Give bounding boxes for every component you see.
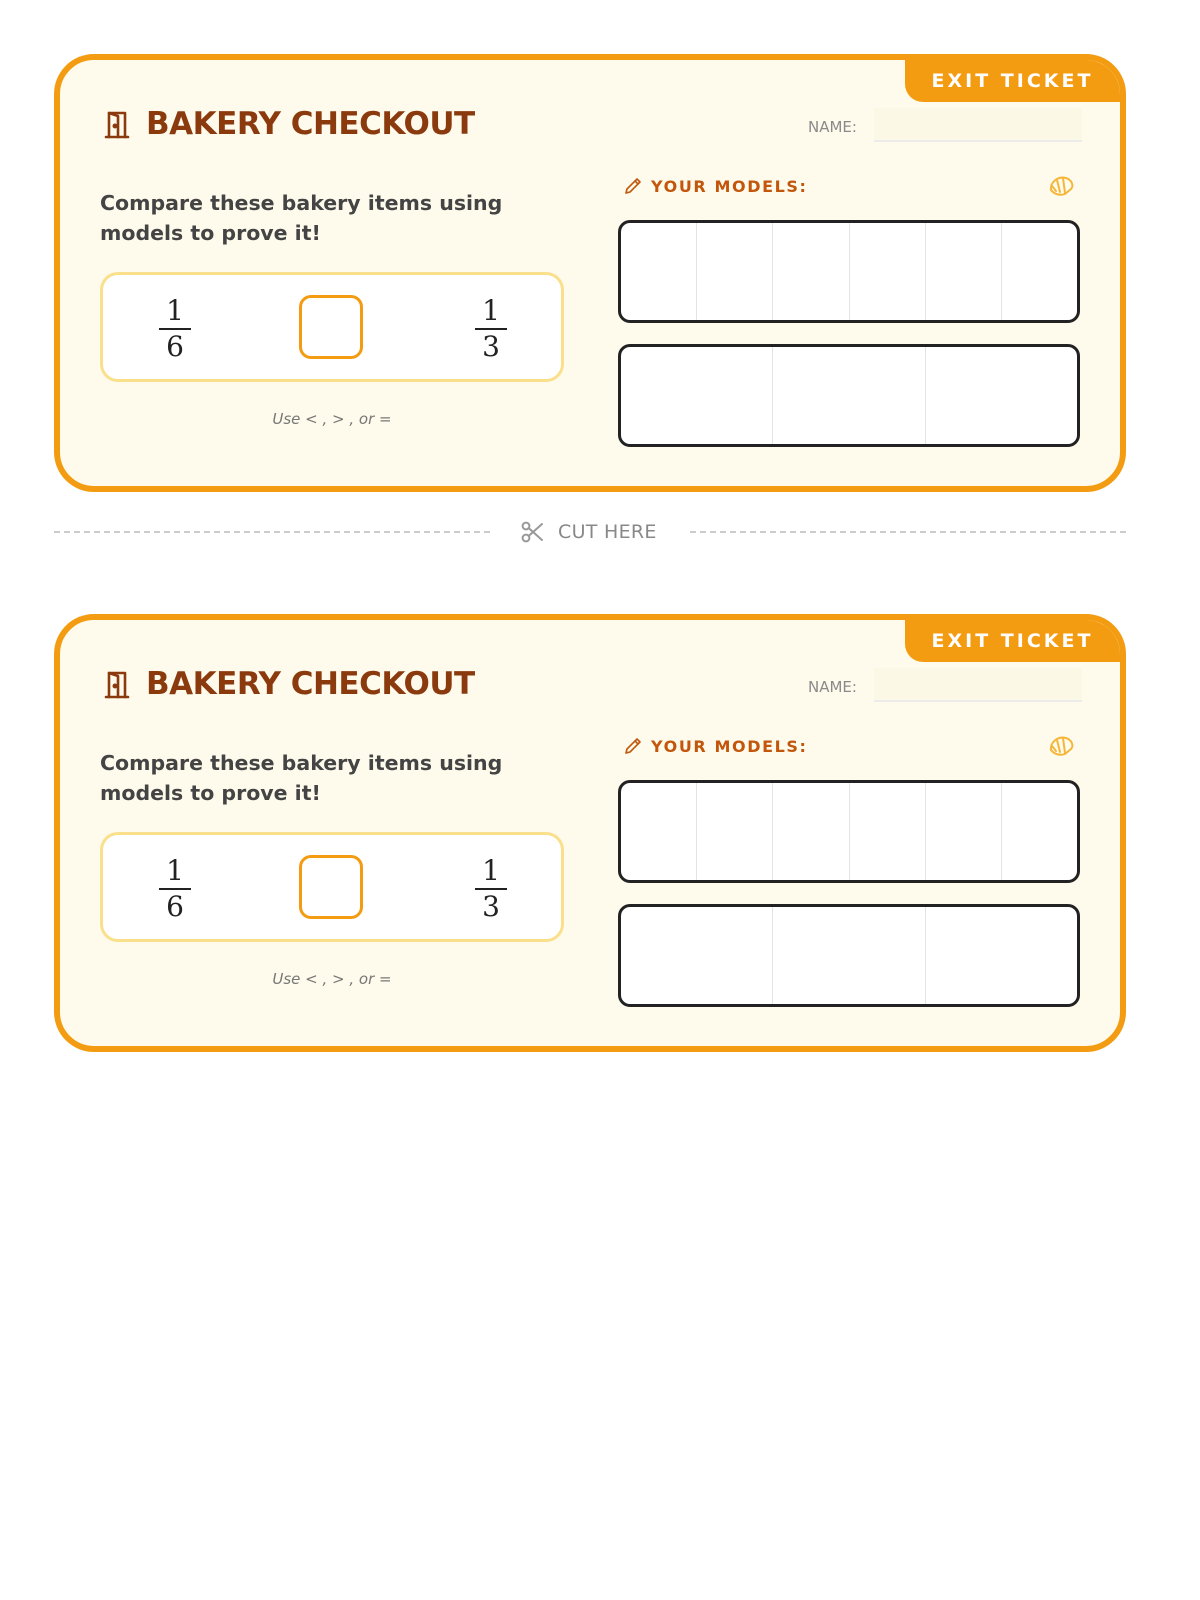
exit-ticket-2 [54,614,1126,1052]
model-part[interactable] [697,223,773,320]
ticket-title-row [100,666,475,702]
model-part[interactable] [1002,783,1077,880]
left-fraction-numerator: 1 [166,294,184,327]
door-icon [100,107,134,141]
dashed-line-left [54,531,490,533]
model-part[interactable] [773,783,849,880]
model-bar-thirds [618,344,1080,447]
exit-ticket-tab: EXIT TICKET [905,60,1120,102]
model-part[interactable] [621,223,697,320]
ticket-title: BAKERY CHECKOUT [146,106,475,142]
model-part[interactable] [1002,223,1077,320]
model-part[interactable] [621,347,773,444]
pencil-icon [623,736,643,756]
ticket-title: BAKERY CHECKOUT [146,666,475,702]
left-fraction-numerator: 1 [166,854,184,887]
cut-here-label: CUT HERE [558,521,657,543]
symbol-hint: Use < , > , or = [272,410,392,428]
model-part[interactable] [621,783,697,880]
croissant-icon [1046,732,1076,762]
model-bar-sixths [618,220,1080,323]
right-fraction [471,295,511,363]
comparison-box [100,272,564,382]
exit-ticket-tab: EXIT TICKET [905,620,1120,662]
comparison-answer-input[interactable] [299,295,363,359]
name-input[interactable] [874,668,1082,702]
croissant-icon [1046,172,1076,202]
models-label: YOUR MODELS: [651,176,808,196]
model-part[interactable] [926,347,1077,444]
model-bar-thirds [618,904,1080,1007]
name-input[interactable] [874,108,1082,142]
model-part[interactable] [621,907,773,1004]
model-part[interactable] [697,783,773,880]
right-fraction [471,855,511,923]
models-header [623,176,808,196]
left-fraction-denominator: 6 [166,890,184,923]
left-fraction [155,855,195,923]
pencil-icon [623,176,643,196]
instructions-text: Compare these bakery items using models to prove it! [100,751,503,805]
comparison-answer-input[interactable] [299,855,363,919]
model-bar-sixths [618,780,1080,883]
model-part[interactable] [926,223,1002,320]
models-label: YOUR MODELS: [651,736,808,756]
ticket-title-row [100,106,475,142]
cut-here-marker [520,518,657,546]
instructions-text: Compare these bakery items using models to prove it! [100,191,503,245]
door-icon [100,667,134,701]
dashed-line-right [690,531,1126,533]
model-part[interactable] [926,907,1077,1004]
symbol-hint: Use < , > , or = [272,970,392,988]
comparison-box [100,832,564,942]
model-part[interactable] [773,223,849,320]
model-part[interactable] [926,783,1002,880]
right-fraction-numerator: 1 [482,854,500,887]
model-part[interactable] [850,223,926,320]
name-label: NAME: [808,118,857,136]
cut-line [54,518,1126,546]
name-label: NAME: [808,678,857,696]
left-fraction [155,295,195,363]
scissors-icon [520,519,546,545]
model-part[interactable] [773,907,925,1004]
model-part[interactable] [850,783,926,880]
models-header [623,736,808,756]
right-fraction-denominator: 3 [482,890,500,923]
model-part[interactable] [773,347,925,444]
right-fraction-denominator: 3 [482,330,500,363]
exit-ticket-1 [54,54,1126,492]
left-fraction-denominator: 6 [166,330,184,363]
right-fraction-numerator: 1 [482,294,500,327]
